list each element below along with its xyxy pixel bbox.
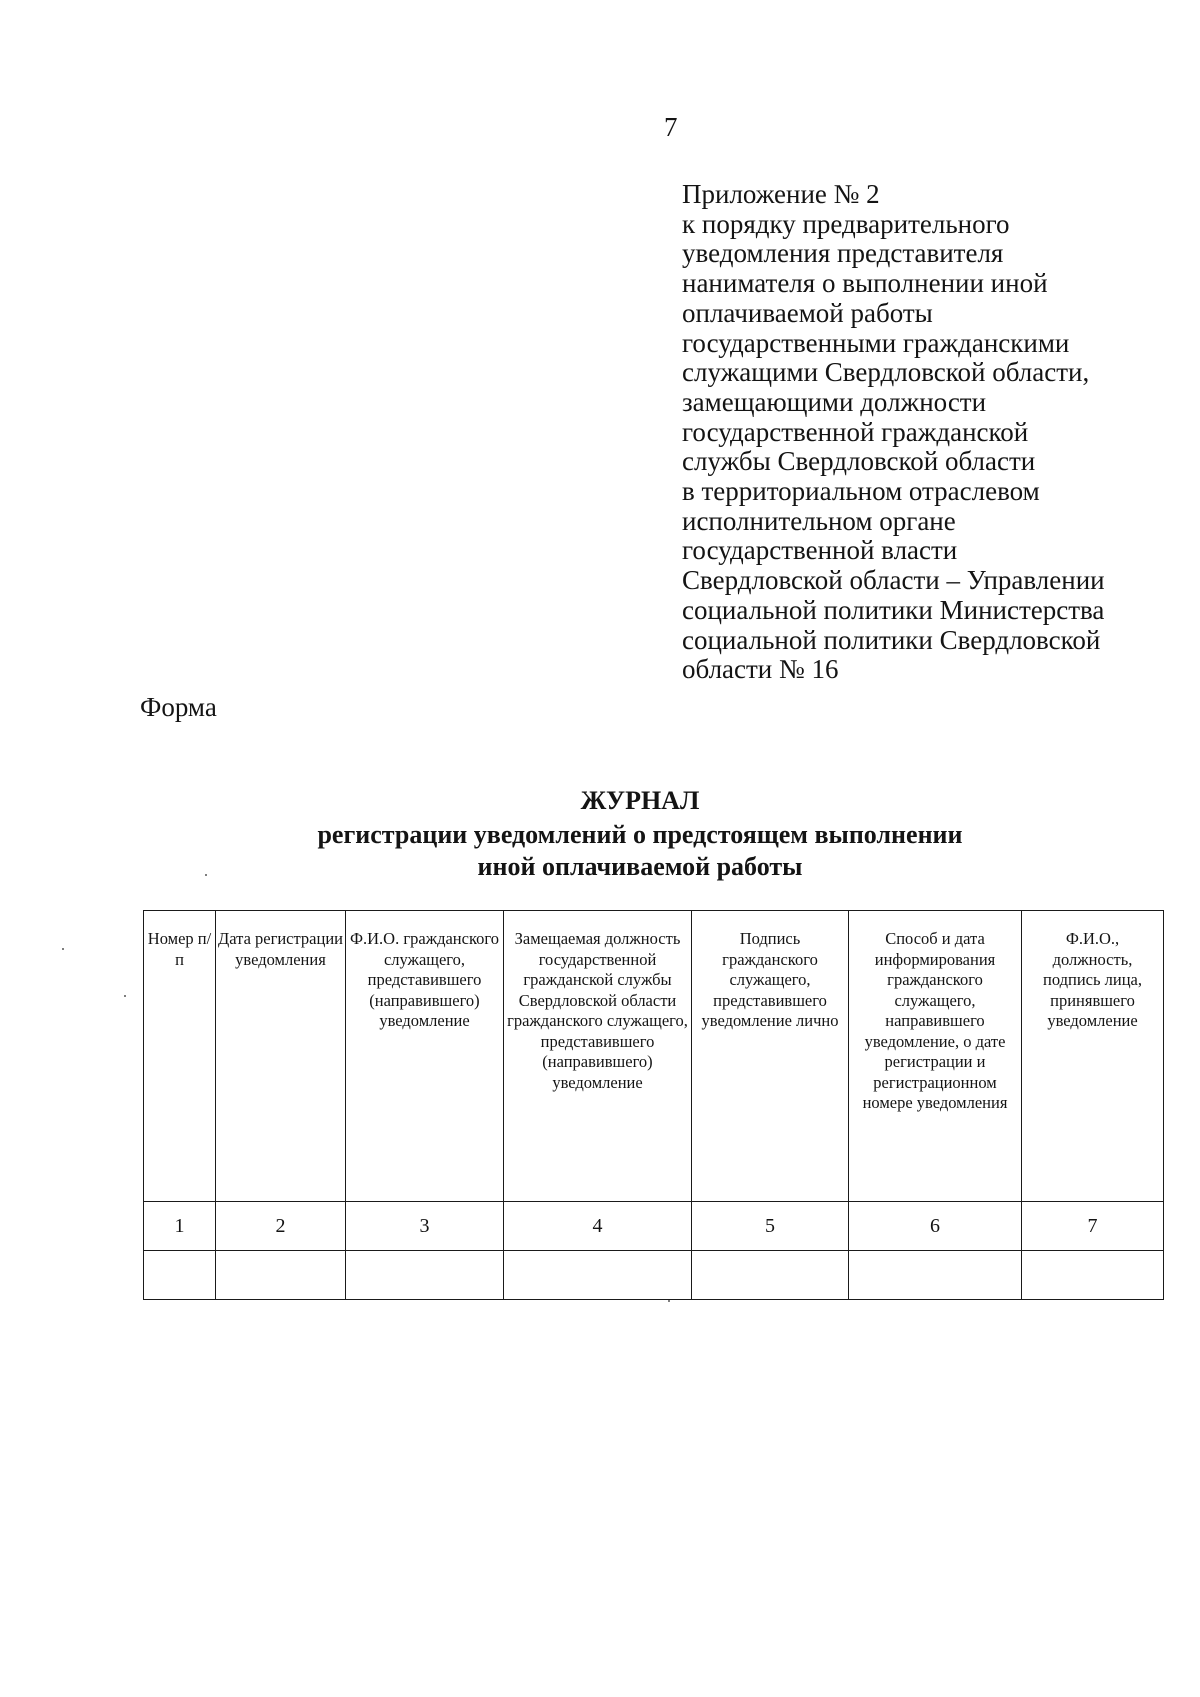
column-number: 4 (504, 1202, 692, 1251)
appendix-line: оплачиваемой работы (682, 297, 933, 328)
column-number: 7 (1022, 1202, 1164, 1251)
appendix-line: службы Свердловской области (682, 446, 1036, 477)
appendix-line: социальной политики Свердловской (682, 624, 1101, 655)
table-cell (849, 1251, 1022, 1300)
appendix-line: исполнительном органе (682, 505, 956, 536)
column-number: 3 (346, 1202, 504, 1251)
table-cell (1022, 1251, 1164, 1300)
scan-speck (668, 1300, 670, 1302)
appendix-block (682, 180, 1162, 685)
appendix-line: нанимателя о выполнении иной (682, 268, 1048, 299)
appendix-line: государственными гражданскими (682, 327, 1070, 358)
column-number: 5 (692, 1202, 849, 1251)
column-number: 2 (216, 1202, 346, 1251)
header-notification-method: Способ и дата информирования гражданского служащего, направившего уведомление, о дате регистрации и регистрационном номере уведомления (849, 911, 1022, 1202)
appendix-line: Свердловской области – Управлении (682, 565, 1105, 596)
column-number: 6 (849, 1202, 1022, 1251)
page-number: 7 (664, 112, 678, 142)
column-number: 1 (144, 1202, 216, 1251)
appendix-line: служащими Свердловской области, (682, 357, 1090, 388)
scan-speck (205, 874, 207, 876)
table-cell (144, 1251, 216, 1300)
journal-title: ЖУРНАЛ (580, 786, 700, 815)
appendix-line: к порядку предварительного (682, 208, 1010, 239)
appendix-line: государственной гражданской (682, 416, 1029, 447)
table-column-numbers-row (144, 1202, 1164, 1251)
appendix-line: замещающими должности (682, 386, 987, 417)
scan-speck (124, 995, 126, 997)
table-row (144, 1251, 1164, 1300)
header-signature: Подпись гражданского служащего, представившего уведомление лично (692, 911, 849, 1202)
journal-table (143, 910, 1164, 1300)
appendix-line: в территориальном отраслевом (682, 476, 1040, 507)
appendix-line: области № 16 (682, 654, 839, 685)
header-position: Замещаемая должность государственной гражданской службы Свердловской области гражданского служащего, представившего (направившего) уведомление (504, 911, 692, 1202)
appendix-line: социальной политики Министерства (682, 594, 1105, 625)
appendix-line: Приложение № 2 (682, 179, 880, 209)
table-cell (216, 1251, 346, 1300)
journal-subtitle-line-1: регистрации уведомлений о предстоящем выполнении (317, 820, 963, 849)
header-number: Номер п/п (144, 911, 216, 1202)
table-cell (346, 1251, 504, 1300)
table-header-row (144, 911, 1164, 1202)
form-label: Форма (140, 692, 217, 722)
appendix-line: государственной власти (682, 535, 958, 566)
scan-speck (62, 948, 64, 950)
journal-subtitle-line-2: иной оплачиваемой работы (477, 852, 803, 881)
appendix-line: уведомления представителя (682, 238, 1004, 269)
header-servant-name: Ф.И.О. гражданского служащего, представившего (направившего) уведомление (346, 911, 504, 1202)
table-cell (504, 1251, 692, 1300)
header-registration-date: Дата регистрации уведомления (216, 911, 346, 1202)
table-cell (692, 1251, 849, 1300)
header-receiver: Ф.И.О., должность, подпись лица, принявшего уведомление (1022, 911, 1164, 1202)
